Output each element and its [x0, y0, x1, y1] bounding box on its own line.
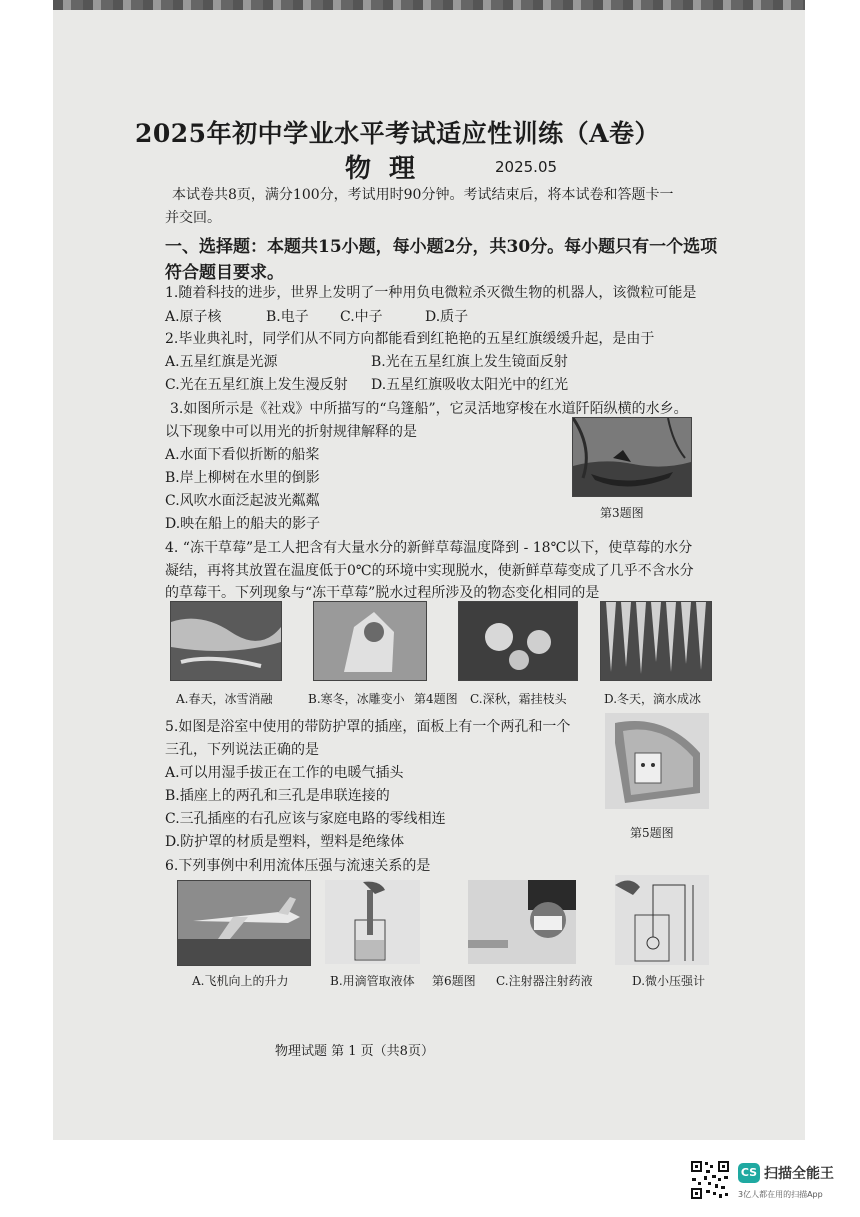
exam-intro-line-1: 本试卷共8页，满分100分，考试用时90分钟。考试结束后，将本试卷和答题卡一: [172, 187, 674, 203]
q4-stem-line-1: 4. “冻干草莓”是工人把含有大量水分的新鲜草莓温度降到 - 18℃以下，使草莓的水分: [165, 540, 693, 556]
q4-stem-line-2: 凝结，再将其放置在温度低于0℃的环境中实现脱水，使新鲜草莓变成了几乎不含水分: [165, 563, 694, 579]
camscanner-app-name: 扫描全能王: [764, 1166, 834, 1182]
page-top-edge: [53, 0, 805, 10]
q5-option-d: D.防护罩的材质是塑料，塑料是绝缘体: [165, 834, 405, 850]
q4-image-icicles: [600, 601, 712, 681]
q6-image-airplane: [177, 880, 311, 966]
q3-stem-line-1: 3.如图所示是《社戏》中所描写的“乌篷船”，它灵活地穿梭在水道阡陌纵横的水乡。: [170, 401, 688, 417]
q5-stem-line-1: 5.如图是浴室中使用的带防护罩的插座，面板上有一个两孔和一个: [165, 719, 571, 735]
q6-figure-caption: 第6题图: [432, 974, 476, 988]
q4-image-ice-sculpture: [313, 601, 427, 681]
q6-caption-d: D.微小压强计: [632, 974, 706, 988]
qr-code-icon: [690, 1160, 730, 1200]
q5-option-c: C.三孔插座的右孔应该与家庭电路的零线相连: [165, 811, 446, 827]
q6-caption-a: A.飞机向上的升力: [192, 974, 289, 988]
boat-figure-image: [572, 417, 692, 497]
q1-option-a: A.原子核: [165, 309, 222, 325]
q3-figure-caption: 第3题图: [600, 506, 644, 520]
q6-image-syringe: [468, 880, 576, 964]
q1-stem: 1.随着科技的进步，世界上发明了一种用负电微粒杀灭微生物的机器人，该微粒可能是: [165, 285, 697, 301]
q6-image-pressure-gauge: [615, 875, 709, 965]
q3-option-d: D.映在船上的船夫的影子: [165, 516, 321, 532]
exam-intro-line-2: 并交回。: [165, 210, 221, 226]
camscanner-logo-icon: CS: [738, 1163, 760, 1183]
q2-option-c: C.光在五星红旗上发生漫反射: [165, 377, 348, 393]
q4-caption-b: B.寒冬，冰雕变小: [308, 692, 405, 706]
q1-option-c: C.中子: [340, 309, 383, 325]
exam-subject: 物理: [345, 154, 434, 184]
q4-image-frost: [458, 601, 578, 681]
q3-option-b: B.岸上柳树在水里的倒影: [165, 470, 320, 486]
q2-option-a: A.五星红旗是光源: [165, 354, 278, 370]
boat-illustration: [573, 418, 691, 496]
q5-figure-caption: 第5题图: [630, 826, 674, 840]
q6-image-dropper: [325, 880, 420, 964]
q3-option-c: C.风吹水面泛起波光粼粼: [165, 493, 320, 509]
q4-figure-caption: 第4题图: [414, 692, 458, 706]
q5-stem-line-2: 三孔，下列说法正确的是: [165, 742, 319, 758]
q2-option-b: B.光在五星红旗上发生镜面反射: [371, 354, 568, 370]
q4-image-melting-snow: [170, 601, 282, 681]
page-footer: 物理试题 第 1 页（共8页）: [275, 1044, 434, 1059]
q4-stem-line-3: 的草莓干。下列现象与“冻干草莓”脱水过程所涉及的物态变化相同的是: [165, 585, 600, 601]
socket-illustration: [605, 713, 709, 809]
q6-caption-b: B.用滴管取液体: [330, 974, 415, 988]
q5-option-b: B.插座上的两孔和三孔是串联连接的: [165, 788, 390, 804]
q1-option-b: B.电子: [266, 309, 309, 325]
q3-stem-line-2: 以下现象中可以用光的折射规律解释的是: [165, 424, 417, 440]
q6-caption-c: C.注射器注射药液: [496, 974, 593, 988]
q4-caption-d: D.冬天，滴水成冰: [604, 692, 702, 706]
q5-option-a: A.可以用湿手拔正在工作的电暖气插头: [165, 765, 404, 781]
q6-stem: 6.下列事例中利用流体压强与流速关系的是: [165, 858, 431, 874]
q4-caption-a: A.春天，冰雪消融: [176, 692, 273, 706]
socket-figure-image: [605, 713, 709, 809]
q2-stem: 2.毕业典礼时，同学们从不同方向都能看到红艳艳的五星红旗缓缓升起，是由于: [165, 331, 655, 347]
q2-option-d: D.五星红旗吸收太阳光中的红光: [371, 377, 569, 393]
section-heading-line-1: 一、选择题：本题共15小题，每小题2分，共30分。每小题只有一个选项: [165, 237, 718, 257]
exam-date: 2025.05: [495, 158, 558, 176]
q1-option-d: D.质子: [425, 309, 469, 325]
q3-option-a: A.水面下看似折断的船桨: [165, 447, 320, 463]
exam-title: 2025年初中学业水平考试适应性训练（A卷）: [135, 119, 660, 148]
section-heading-line-2: 符合题目要求。: [165, 263, 284, 283]
camscanner-slogan: 3亿人都在用的扫描App: [738, 1190, 823, 1199]
q4-caption-c: C.深秋，霜挂枝头: [470, 692, 567, 706]
